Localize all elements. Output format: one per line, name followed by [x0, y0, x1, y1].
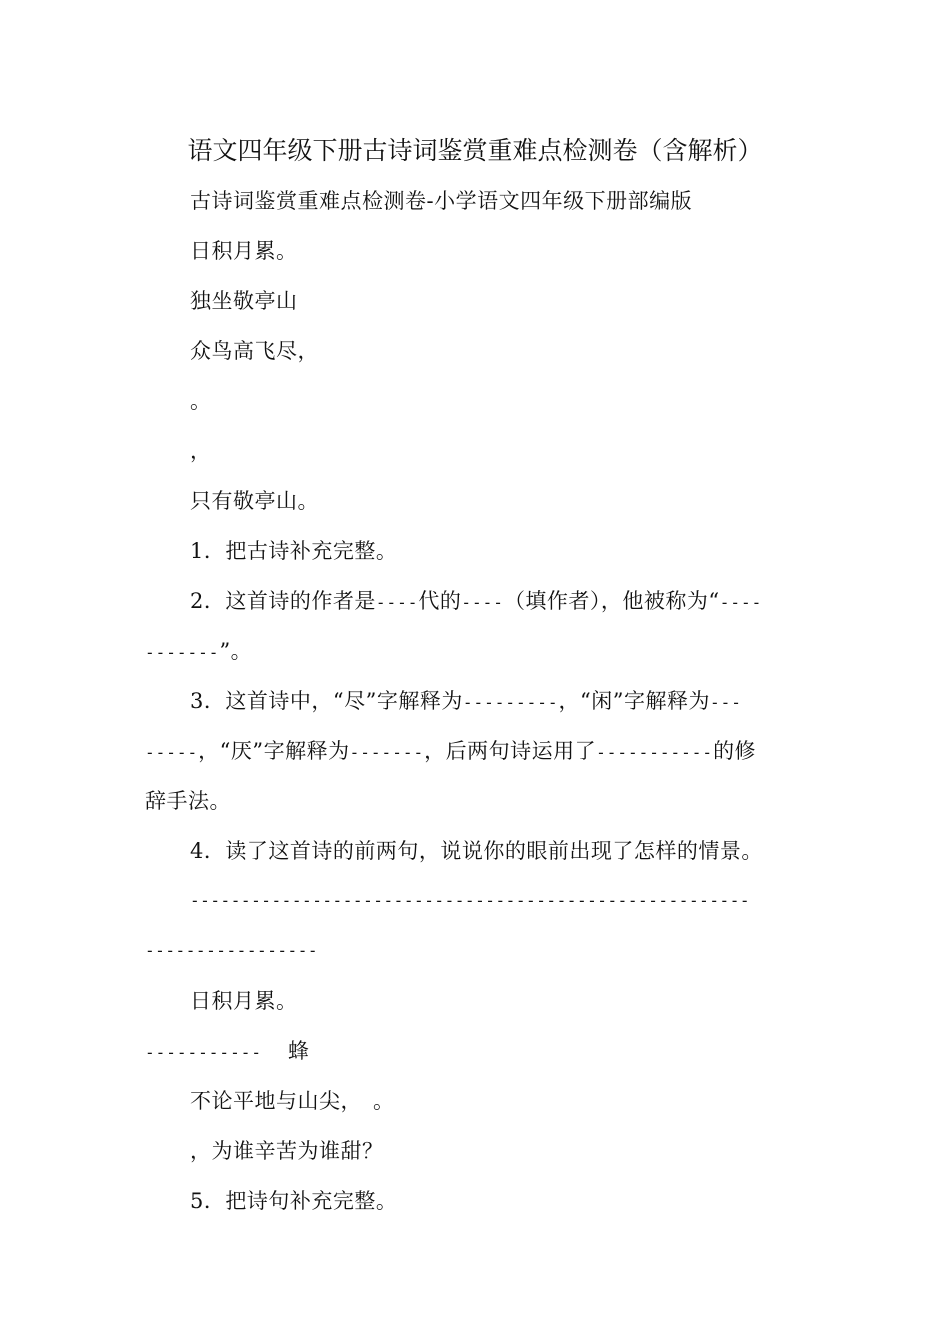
poem-line-1: 众鸟高飞尽， [190, 339, 319, 363]
q2-blank-dynasty: ---- [375, 593, 419, 612]
q2-text-4: ”。 [219, 639, 253, 663]
poem2-blank-author: ----------- [145, 1043, 262, 1062]
question-1: 1．把古诗补充完整。 [190, 539, 398, 563]
q3-blank-xian-a: --- [710, 693, 742, 712]
q2-text-2: 代的 [418, 589, 462, 613]
q2-blank-title-a: ---- [719, 593, 763, 612]
q3-text-2: ，“闲”字解释为 [558, 689, 711, 713]
section2-heading: 日积月累。 [190, 989, 298, 1013]
poem2-line-1: 不论平地与山尖， 。 [190, 1089, 395, 1113]
q2-blank-author: ---- [461, 593, 504, 612]
question-5: 5．把诗句补充完整。 [190, 1189, 398, 1213]
question-2-cont [145, 636, 252, 668]
answer-line-2: ----------------- [145, 941, 319, 960]
q3-text-5: 的修 [713, 739, 757, 763]
question-3 [190, 686, 742, 718]
poem-line-3: ， [190, 439, 212, 463]
question-4: 4．读了这首诗的前两句，说说你的眼前出现了怎样的情景。 [190, 839, 763, 863]
document-subtitle: 古诗词鉴赏重难点检测卷-小学语文四年级下册部编版 [190, 189, 693, 213]
q2-blank-title-b: ------- [145, 643, 220, 662]
poem-title: 独坐敬亭山 [190, 289, 298, 313]
q2-text-3: （填作者），他被称为“ [503, 589, 720, 613]
poem2-title: 蜂 [287, 1039, 310, 1063]
poem2-title-line [145, 1036, 309, 1068]
q3-text-1: 3．这首诗中，“尽”字解释为 [190, 689, 463, 713]
q3-text-4: ，后两句诗运用了 [424, 739, 597, 763]
section1-heading: 日积月累。 [190, 239, 298, 263]
poem2-line-2: ，为谁辛苦为谁甜？ [190, 1139, 384, 1163]
q3-blank-rhetoric: ----------- [596, 743, 714, 762]
question-3-cont [145, 736, 756, 768]
q3-blank-jin: --------- [462, 693, 559, 712]
document-title: 语文四年级下册古诗词鉴赏重难点检测卷（含解析） [187, 136, 763, 165]
question-2 [190, 586, 762, 618]
answer-line-1: ------------------------------------------------------- [190, 891, 751, 910]
q2-text-1: 2．这首诗的作者是 [190, 589, 376, 613]
q3-blank-xian-b: ----- [145, 743, 199, 762]
question-3-cont-2: 辞手法。 [145, 789, 231, 813]
poem-line-2: 。 [190, 389, 212, 413]
q3-blank-yan: ------- [349, 743, 425, 762]
q3-text-3: ，“厌”字解释为 [198, 739, 350, 763]
poem-line-4: 只有敬亭山。 [190, 489, 319, 513]
